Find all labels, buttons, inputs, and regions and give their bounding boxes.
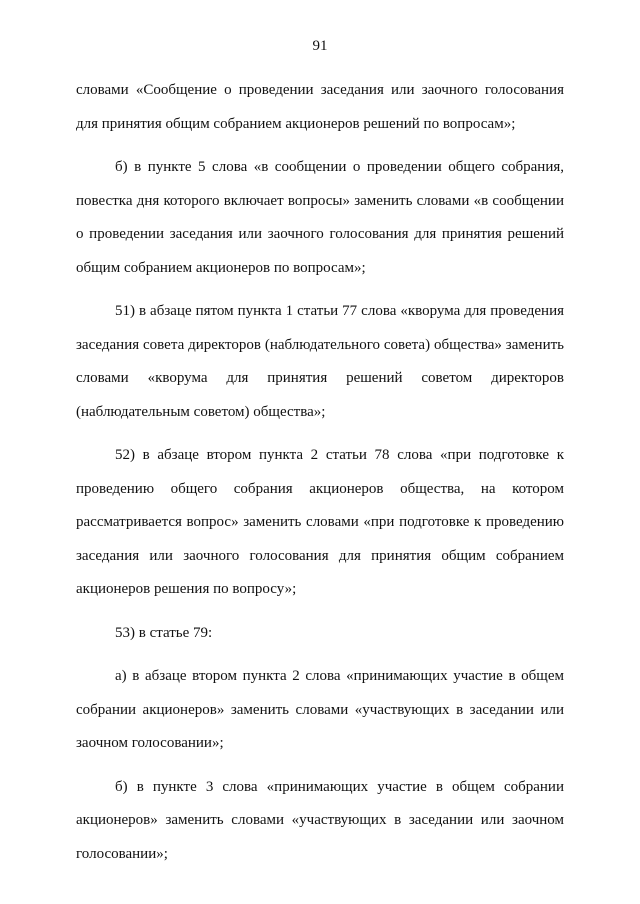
paragraph-item-53: 53) в статье 79:: [115, 624, 213, 641]
paragraph-subitem-b: б) в пункте 3 слова «принимающих участие в общем собрании акционеров» заменить словами «участвующих в заседании или заочном голосовании»;: [76, 778, 564, 862]
document-body: [76, 74, 564, 881]
page-number: 91: [312, 38, 328, 54]
paragraph-item-52: 52) в абзаце втором пункта 2 статьи 78 слова «при подготовке к проведению общего собрания акционеров общества, на котором рассматривается вопрос» заменить словами «при подготовке к проведению заседания или заочного голосования для принятия общим собранием акционеров решения по вопросу»;: [76, 447, 564, 597]
paragraph-continuation: словами «Сообщение о проведении заседания или заочного голосования для принятия общим собранием акционеров решений по вопросам»;: [76, 82, 564, 132]
paragraph-item-b-point-5: б) в пункте 5 слова «в сообщении о проведении общего собрания, повестка дня которого включает вопросы» заменить словами «в сообщении о проведении заседания или заочного голосования для принятия решений общим собранием акционеров по вопросам»;: [76, 159, 564, 276]
paragraph-subitem-a: а) в абзаце втором пункта 2 слова «принимающих участие в общем собрании акционеров» заменить словами «участвующих в заседании или заочном голосовании»;: [76, 668, 564, 751]
paragraph-item-51: 51) в абзаце пятом пункта 1 статьи 77 слова «кворума для проведения заседания совета директоров (наблюдательного совета) общества» заменить словами «кворума для принятия решений советом директоров (наблюдательным советом) общества»;: [76, 303, 564, 420]
